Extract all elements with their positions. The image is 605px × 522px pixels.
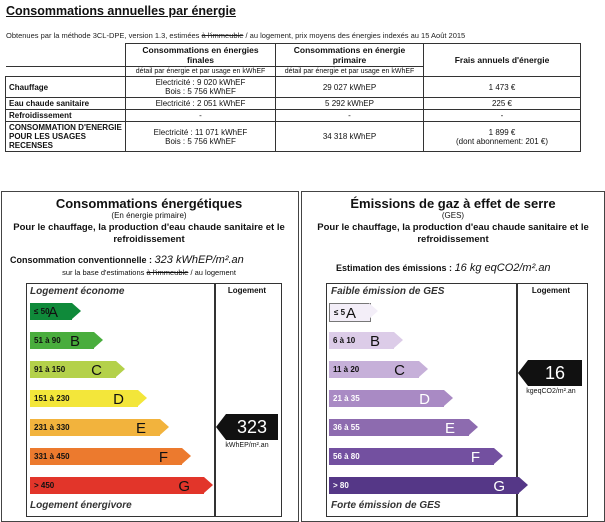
energy-class-range: 91 à 150 bbox=[34, 365, 66, 374]
row-cost: 225 € bbox=[424, 98, 581, 110]
table-row bbox=[6, 77, 581, 98]
ges-class-range: > 80 bbox=[333, 481, 349, 490]
energy-class-letter: D bbox=[113, 391, 124, 408]
ges-class-letter: A bbox=[345, 305, 356, 322]
row-label: CONSOMMATION D'ENERGIE POUR LES USAGES RECENSES bbox=[6, 122, 126, 152]
energy-logement-box bbox=[214, 283, 282, 517]
ges-class-arrow bbox=[519, 477, 528, 493]
table-corner-2 bbox=[6, 67, 126, 77]
method-note-struck: à l'immeuble bbox=[201, 31, 244, 40]
ges-col-label: Logement bbox=[531, 286, 571, 295]
row-cost: 1 473 € bbox=[424, 77, 581, 98]
col-final-header: Consommations en énergies finales bbox=[126, 44, 276, 67]
table-corner bbox=[6, 44, 126, 67]
ges-class-arrow bbox=[469, 419, 478, 435]
energy-class-bar bbox=[30, 361, 116, 378]
table-row bbox=[6, 98, 581, 110]
ges-est-label: Estimation des émissions : bbox=[336, 263, 453, 273]
energy-class-arrow bbox=[94, 332, 103, 348]
energy-conv-line bbox=[10, 254, 244, 266]
energy-class-letter: F bbox=[158, 449, 168, 466]
energy-class-range: 331 à 450 bbox=[34, 452, 70, 461]
ges-class-bar bbox=[329, 448, 494, 465]
energy-class-bar bbox=[30, 448, 182, 465]
energy-class-arrow bbox=[138, 390, 147, 406]
energy-badge-tip bbox=[216, 414, 226, 440]
row-primary: 34 318 kWhEP bbox=[276, 122, 424, 152]
energy-title: Consommations énergétiques bbox=[55, 196, 243, 211]
row-primary: 29 027 kWhEP bbox=[276, 77, 424, 98]
ges-class-range: 36 à 55 bbox=[333, 423, 360, 432]
ges-class-letter: B bbox=[369, 333, 380, 350]
energy-conv-label: Consommation conventionnelle : bbox=[10, 255, 153, 265]
ges-badge-tip bbox=[518, 360, 528, 386]
ges-value-badge: 16 bbox=[528, 360, 582, 386]
consumption-table bbox=[5, 43, 581, 152]
energy-class-letter: G bbox=[178, 478, 190, 495]
energy-class-range: 151 à 230 bbox=[34, 394, 70, 403]
energy-class-bar bbox=[30, 303, 72, 320]
ges-class-arrow bbox=[394, 332, 403, 348]
row-final: Electricité : 9 020 kWhEF Bois : 5 756 kWhEF bbox=[126, 77, 276, 98]
ges-estimation-line bbox=[336, 262, 551, 274]
row-cost: 1 899 € (dont abonnement: 201 €) bbox=[424, 122, 581, 152]
ges-class-range: 56 à 80 bbox=[333, 452, 360, 461]
row-final: - bbox=[126, 110, 276, 122]
energy-class-arrow bbox=[160, 419, 169, 435]
page-title: Consommations annuelles par énergie bbox=[6, 4, 236, 18]
ges-unit: kgeqCO2/m².an bbox=[526, 388, 576, 395]
energy-description: Pour le chauffage, la production d'eau chaude sanitaire et le refroidissement bbox=[13, 222, 285, 245]
row-final: Electricité : 2 051 kWhEF bbox=[126, 98, 276, 110]
ges-bottom-label: Forte émission de GES bbox=[331, 500, 441, 511]
method-note-suffix: / au logement, prix moyens des énergies indexés au 15 Août 2015 bbox=[245, 31, 466, 40]
energy-conv-value: 323 kWhEP/m².an bbox=[154, 254, 244, 266]
method-note bbox=[6, 31, 465, 40]
col-cost-header: Frais annuels d'énergie bbox=[424, 44, 581, 77]
energy-class-letter: C bbox=[91, 362, 102, 379]
ges-class-range: 6 à 10 bbox=[333, 336, 356, 345]
col-primary-header: Consommations en énergie primaire bbox=[276, 44, 424, 67]
table-body bbox=[6, 77, 581, 152]
ges-top-label: Faible émission de GES bbox=[331, 286, 445, 297]
energy-top-label: Logement économe bbox=[30, 286, 125, 297]
ges-class-bar bbox=[329, 361, 419, 378]
ges-est-value: 16 kg eqCO2/m².an bbox=[454, 262, 551, 274]
ges-class-bar bbox=[329, 419, 469, 436]
table-row bbox=[6, 110, 581, 122]
sub-primary-header: détail par énergie et par usage en kWhEF bbox=[276, 67, 424, 77]
energy-class-arrow bbox=[204, 477, 213, 493]
table-row bbox=[6, 122, 581, 152]
ges-class-letter: D bbox=[419, 391, 430, 408]
row-cost: - bbox=[424, 110, 581, 122]
ges-class-bar bbox=[329, 332, 394, 349]
row-primary: 5 292 kWhEP bbox=[276, 98, 424, 110]
energy-class-letter: A bbox=[47, 304, 58, 321]
ges-class-arrow bbox=[419, 361, 428, 377]
ges-class-arrow bbox=[494, 448, 503, 464]
energy-class-range: 51 à 90 bbox=[34, 336, 61, 345]
ges-title: Émissions de gaz à effet de serre bbox=[350, 196, 556, 211]
energy-class-bar bbox=[30, 419, 160, 436]
row-label: Eau chaude sanitaire bbox=[6, 98, 126, 110]
row-label: Chauffage bbox=[6, 77, 126, 98]
energy-class-range: 231 à 330 bbox=[34, 423, 70, 432]
energy-class-range: ≤ 50 bbox=[34, 307, 50, 316]
energy-class-letter: B bbox=[69, 333, 80, 350]
energy-class-arrow bbox=[72, 303, 81, 319]
ges-class-letter: E bbox=[444, 420, 455, 437]
energy-class-bar bbox=[30, 390, 138, 407]
ges-class-bar bbox=[329, 303, 371, 322]
energy-class-bar bbox=[30, 332, 94, 349]
ges-class-arrow bbox=[444, 390, 453, 406]
energy-subtitle: (En énergie primaire) bbox=[111, 211, 187, 220]
ges-class-bar bbox=[329, 390, 444, 407]
ges-class-bar bbox=[329, 477, 519, 494]
energy-class-bar bbox=[30, 477, 204, 494]
energy-basis bbox=[4, 268, 294, 277]
ges-class-range: 21 à 35 bbox=[333, 394, 360, 403]
ges-class-range: ≤ 5 bbox=[334, 308, 346, 317]
row-label: Refroidissement bbox=[6, 110, 126, 122]
energy-class-arrow bbox=[116, 361, 125, 377]
energy-unit: kWhEP/m².an bbox=[225, 442, 269, 449]
energy-col-label: Logement bbox=[227, 286, 267, 295]
energy-basis-suffix: / au logement bbox=[190, 268, 236, 277]
energy-class-letter: E bbox=[135, 420, 146, 437]
sub-final-header: détail par énergie et par usage en kWhEF bbox=[126, 67, 276, 77]
energy-bottom-label: Logement énergivore bbox=[30, 500, 132, 511]
ges-class-arrow bbox=[369, 303, 378, 319]
ges-class-letter: F bbox=[470, 449, 480, 466]
energy-class-arrow bbox=[182, 448, 191, 464]
ges-class-letter: C bbox=[394, 362, 405, 379]
energy-basis-prefix: sur la base d'estimations bbox=[62, 268, 145, 277]
energy-value-badge: 323 bbox=[226, 414, 278, 440]
energy-class-range: > 450 bbox=[34, 481, 55, 490]
ges-class-range: 11 à 20 bbox=[333, 365, 360, 374]
ges-class-letter: G bbox=[493, 478, 505, 495]
method-note-prefix: Obtenues par la méthode 3CL-DPE, version 1.3, estimées bbox=[6, 31, 200, 40]
ges-subtitle: (GES) bbox=[441, 211, 465, 220]
energy-basis-struck: à l'immeuble bbox=[146, 268, 189, 277]
ges-description: Pour le chauffage, la production d'eau chaude sanitaire et le refroidissement bbox=[317, 222, 589, 245]
row-final: Electricité : 11 071 kWhEF Bois : 5 756 kWhEF bbox=[126, 122, 276, 152]
row-primary: - bbox=[276, 110, 424, 122]
